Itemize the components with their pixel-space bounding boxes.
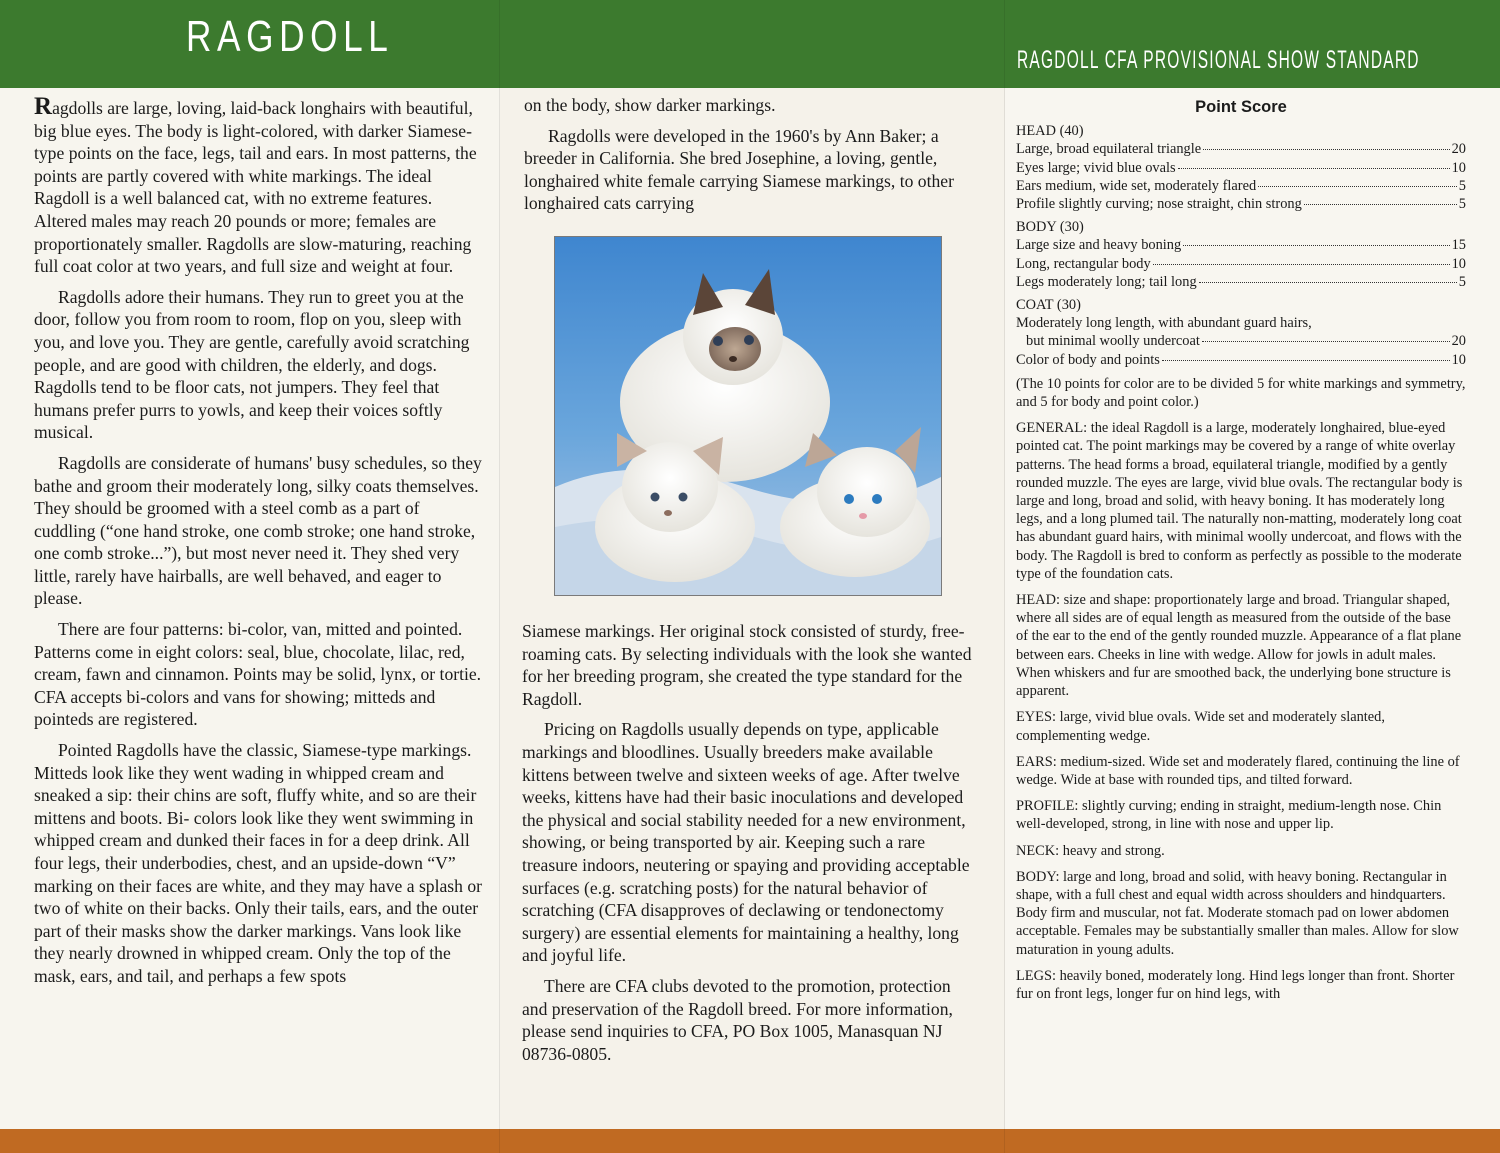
section-heading: COAT (30) xyxy=(1016,297,1081,314)
score-row xyxy=(1016,255,1466,273)
paragraph: There are four patterns: bi-color, van, mitted and pointed. Patterns come in eight colors: seal, blue, chocolate, lilac, red, cream, fawn and cinnamon. Points may be solid, lynx, or tortie. CFA accepts bi-colors and vans for showing; mitteds and pointeds are registered. xyxy=(34,619,482,730)
right-panel xyxy=(1005,0,1500,1153)
score-row xyxy=(1016,351,1466,369)
score-row xyxy=(1016,159,1466,177)
standard-paragraph: EYES: large, vivid blue ovals. Wide set and moderately slanted, complementing wedge. xyxy=(1016,709,1385,744)
score-label: Large, broad equilateral triangle xyxy=(1016,141,1202,158)
score-points: 5 xyxy=(1458,177,1466,194)
paragraph: Siamese markings. Her original stock consisted of sturdy, free-roaming cats. By selecting individuals with the look she wanted for her breeding program, she created the type standard for the Ragdoll. xyxy=(522,621,972,709)
score-label: Ears medium, wide set, moderately flared xyxy=(1016,177,1257,194)
standard-paragraph: LEGS: heavily boned, moderately long. Hind legs longer than front. Shorter fur on front legs, longer fur on hind legs, with xyxy=(1016,967,1455,1002)
middle-panel xyxy=(500,0,1005,1153)
paragraph: Ragdolls were developed in the 1960's by Ann Baker; a breeder in California. She bred Josephine, a loving, gentle, longhaired white female carrying Siamese markings, to other longhaired cats carrying xyxy=(524,125,954,214)
left-body-text xyxy=(34,93,482,996)
panel-title: RAGDOLL CFA PROVISIONAL SHOW STANDARD xyxy=(1017,46,1420,74)
score-row xyxy=(1016,332,1466,350)
standard-paragraph: HEAD: size and shape: proportionately large and broad. Triangular shaped, where all sides are of equal length as measured from the outside of the base of the ear to the end of the gently rounded muzzle. Appearance of a flat plane between ears. Cheeks in line with wedge. Allow for jowls in adult males. When whiskers and fur are smoothed back, the underlying bone structure is apparent. xyxy=(1016,592,1462,700)
standard-paragraph: BODY: large and long, broad and solid, with heavy boning. Rectangular in shape, with a full chest and equal width across shoulders and hindquarters. Body firm and muscular, not fat. Moderate stomach pad on lower abdomen acceptable. Females may be substantially smaller than males. Allow for slow maturation in young adults. xyxy=(1016,868,1459,958)
paragraph: Ragdolls are considerate of humans' busy schedules, so they bathe and groom their moderately long, silky coats themselves. They should be groomed with a steel comb as a part of cuddling (“one hand stroke, one comb stroke; one hand stroke, one comb stroke...”), but most never need it. They shed very little, rarely have hairballs, are well behaved, and eager to please. xyxy=(34,452,482,609)
paragraph: on the body, show darker markings. xyxy=(524,95,776,115)
score-row xyxy=(1016,236,1466,254)
header-band xyxy=(500,0,1005,88)
score-points: 5 xyxy=(1458,196,1466,213)
middle-bottom-text xyxy=(522,620,974,1073)
dropcap-letter: R xyxy=(34,93,53,120)
score-points: 20 xyxy=(1451,333,1466,350)
score-label: Large size and heavy boning xyxy=(1016,237,1182,254)
paragraph: Pricing on Ragdolls usually depends on type, applicable markings and bloodlines. Usually breeders make available kittens between twelve and sixteen weeks of age. After twelve weeks, kittens have had their basic inoculations and developed the physical and social stability needed for a new environment, showing, or being transported by air. Keeping such a rare treasure indoors, neutering or spaying and providing acceptable surfaces (e.g. scratching posts) for the natural behavior of scratching (CFA disapproves of declawing or tendonectomy surgery) are essential elements for maintaining a healthy, long and joyful life. xyxy=(522,719,970,966)
score-note: (The 10 points for color are to be divided 5 for white markings and symmetry, and 5 for body and point color.) xyxy=(1016,375,1466,411)
score-points: 10 xyxy=(1451,351,1466,368)
point-score-title: Point Score xyxy=(1195,98,1287,116)
score-row xyxy=(1016,195,1466,213)
score-label: Profile slightly curving; nose straight, chin strong xyxy=(1016,196,1302,213)
score-row xyxy=(1016,140,1466,158)
show-standard xyxy=(1016,96,1466,1011)
section-heading: BODY (30) xyxy=(1016,219,1084,236)
left-panel xyxy=(0,0,500,1153)
footer-band xyxy=(1005,1129,1500,1153)
standard-paragraph: GENERAL: the ideal Ragdoll is a large, moderately longhaired, blue-eyed pointed cat. The point markings may be covered by a range of white overlay patterns. The head forms a broad, equilateral triangle, modified by a gently rounded muzzle. The eyes are large, vivid blue ovals. The rectangular body is large and long, broad and solid, with heavy boning. It has moderately long legs, and a long plumed tail. The naturally non-matting, moderately long coat has abundant guard hairs, with minimal woolly undercoat, and flows with the body. The Ragdoll is bred to conform as perfectly as possible to the moderate type of the foundation cats. xyxy=(1016,420,1463,582)
middle-top-text xyxy=(524,94,974,223)
kittens-photo xyxy=(554,236,942,596)
score-label: Legs moderately long; tail long xyxy=(1016,273,1197,290)
panel-title: RAGDOLL xyxy=(186,12,394,61)
score-points: 5 xyxy=(1458,273,1466,290)
score-label: Long, rectangular body xyxy=(1016,255,1151,272)
footer-band xyxy=(0,1129,500,1153)
paragraph: Pointed Ragdolls have the classic, Siamese-type markings. Mitteds look like they went wading in whipped cream and sneaked a sip: their chins are soft, fluffy white, and so are their mittens and boots. Bi- colors look like they went swimming in whipped cream and dunked their faces in for a deep drink. All four legs, their underbodies, chest, and an upside-down “V” marking on their faces are white, and they may have a splash or two of white on their backs. Only their tails, ears, and the outer part of their masks show the darker markings. Vans look like they nearly drowned in whipped cream. Only the top of the mask, ears, and tail, and perhaps a few spots xyxy=(34,740,482,986)
score-points: 15 xyxy=(1451,237,1466,254)
header-band xyxy=(0,0,500,88)
score-label: but minimal woolly undercoat xyxy=(1026,333,1200,350)
paragraph: Ragdolls adore their humans. They run to greet you at the door, follow you from room to room, flop on you, sleep with you, and love you. They are gentle, carefully avoid scratching people, and are good with children, the elderly, and dogs. Ragdolls tend to be floor cats, not jumpers. They feel that humans prefer purrs to yowls, and keep their voices softly musical. xyxy=(34,286,470,443)
header-band xyxy=(1005,0,1500,88)
section-heading: HEAD (40) xyxy=(1016,123,1084,140)
standard-paragraph: NECK: heavy and strong. xyxy=(1016,842,1165,859)
score-label: Color of body and points xyxy=(1016,351,1160,368)
score-points: 10 xyxy=(1451,159,1466,176)
standard-paragraph: EARS: medium-sized. Wide set and moderately flared, continuing the line of wedge. Wide at base with rounded tips, and tilted forward. xyxy=(1016,753,1460,788)
footer-band xyxy=(500,1129,1005,1153)
score-row xyxy=(1016,273,1466,291)
coat-line: Moderately long length, with abundant guard hairs, xyxy=(1016,315,1312,332)
score-row xyxy=(1016,177,1466,195)
score-label: Eyes large; vivid blue ovals xyxy=(1016,159,1176,176)
paragraph: Ragdolls are large, loving, laid-back longhairs with beautiful, big blue eyes. The body is light-colored, with darker Siamese-type points on the face, legs, tail and ears. In most patterns, the points are partly covered with white markings. The ideal Ragdoll is a well balanced cat, with no extreme features. Altered males may reach 20 pounds or more; females are proportionately smaller. Ragdolls are slow-maturing, reaching full coat color at two years, and full size and weight at four. xyxy=(34,93,477,277)
paragraph: There are CFA clubs devoted to the promotion, protection and preservation of the Ragdoll breed. For more information, please send inquiries to CFA, PO Box 1005, Manasquan NJ 08736-0805. xyxy=(522,975,953,1064)
standard-paragraph: PROFILE: slightly curving; ending in straight, medium-length nose. Chin well-developed, strong, in line with nose and upper lip. xyxy=(1016,798,1442,833)
score-points: 10 xyxy=(1451,255,1466,272)
score-points: 20 xyxy=(1451,141,1466,158)
